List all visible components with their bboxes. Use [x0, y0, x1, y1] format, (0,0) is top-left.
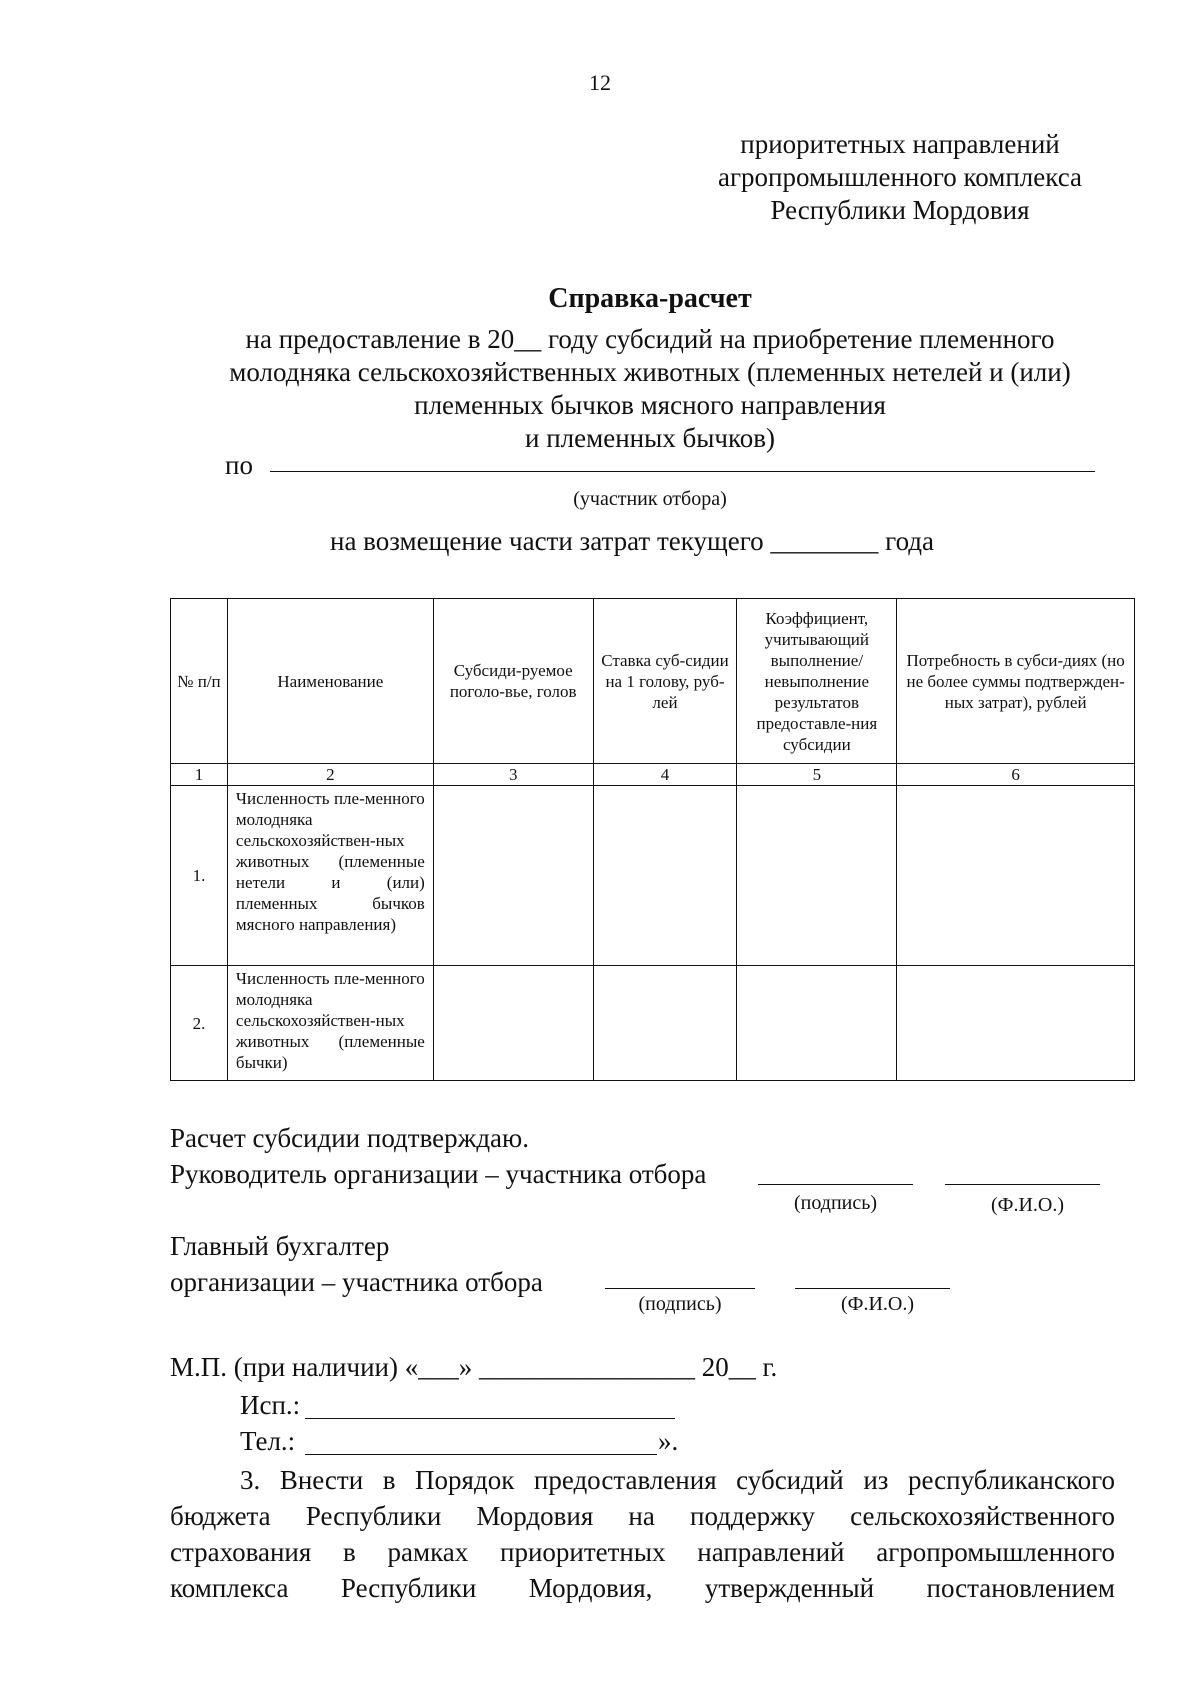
- column-number: 2: [227, 764, 433, 786]
- header-cell-rate: Ставка суб-сидии на 1 голову, руб-лей: [593, 599, 737, 764]
- column-number: 5: [737, 764, 897, 786]
- tel-underline: [305, 1454, 657, 1455]
- subtitle-line: племенных бычков мясного направления: [414, 390, 886, 420]
- stamp-mid: »: [458, 1352, 479, 1382]
- header-block: [640, 128, 1160, 227]
- head-signature-underline: [758, 1184, 913, 1185]
- table-header-row: [171, 599, 1135, 764]
- chief-signature-label: организации – участника отбора: [170, 1267, 543, 1297]
- confirm-block: [170, 1120, 706, 1192]
- compensation-line: [330, 526, 934, 557]
- empty-cell: [737, 786, 897, 966]
- page-number: 12: [589, 70, 611, 95]
- stamp-suffix: г.: [755, 1352, 778, 1382]
- row-number: 1.: [171, 786, 228, 966]
- compensation-year-blank: ________: [770, 526, 879, 556]
- header-line: Республики Мордовия: [770, 195, 1030, 225]
- empty-cell: [593, 786, 737, 966]
- compensation-prefix: на возмещение части затрат текущего: [330, 526, 764, 556]
- stamp-year-prefix: 20: [694, 1352, 729, 1382]
- stamp-prefix: М.П. (при наличии) «: [170, 1352, 419, 1382]
- chief-accountant-block: [170, 1228, 543, 1300]
- header-cell-name: Наименование: [227, 599, 433, 764]
- column-number-row: [171, 764, 1135, 786]
- empty-cell: [433, 966, 593, 1081]
- column-number: 3: [433, 764, 593, 786]
- paragraph-3: 3. Внести в Порядок предоставления субсидий из республиканского бюджета Республики Мордовия на поддержку сельскохозяйственного страхования в рамках приоритетных направлений агропромышленного комплекса Республики Мордовия, утвержденный постановлением: [170, 1465, 1115, 1603]
- subtitle-line: на предоставление в 20__ году субсидий на приобретение племенного: [245, 324, 1055, 354]
- document-title: Справка-расчет: [548, 283, 752, 314]
- empty-cell: [593, 966, 737, 1081]
- tel-label: Тел.:: [240, 1426, 296, 1456]
- subtitle-line: молодняка сельскохозяйственных животных (племенных нетелей и (или): [229, 357, 1071, 387]
- isp-underline: [305, 1418, 675, 1419]
- calculation-table: [170, 598, 1135, 1081]
- stamp-date-line: [170, 1352, 777, 1383]
- empty-cell: [737, 966, 897, 1081]
- chief-fio-underline: [795, 1288, 950, 1289]
- po-label: по: [225, 450, 253, 480]
- participant-caption: (участник отбора): [573, 488, 727, 510]
- stamp-day-blank: ___: [418, 1352, 459, 1382]
- row-name: Численность пле-менного молодняка сельскохозяйствен-ных животных (племенные нетели и (или) племенных бычков мясного направления): [227, 786, 433, 966]
- stamp-year-blank: __: [728, 1352, 756, 1382]
- document-subtitle: [190, 323, 1110, 455]
- tel-end: ».: [658, 1426, 679, 1456]
- empty-cell: [433, 786, 593, 966]
- compensation-suffix: года: [885, 526, 935, 556]
- header-cell-livestock: Субсиди-руемое поголо-вье, голов: [433, 599, 593, 764]
- head-signature-caption: (подпись): [793, 1192, 878, 1214]
- confirm-line: Расчет субсидии подтверждаю.: [170, 1123, 529, 1153]
- chief-signature-caption: (подпись): [638, 1293, 722, 1315]
- subtitle-line: и племенных бычков): [525, 423, 775, 453]
- header-line: приоритетных направлений: [740, 129, 1060, 159]
- stamp-month-blank: ________________: [478, 1352, 695, 1382]
- head-signature-label: Руководитель организации – участника отбора: [170, 1159, 707, 1189]
- column-number: 6: [897, 764, 1135, 786]
- header-cell-number: № п/п: [171, 599, 228, 764]
- table-row: [171, 966, 1135, 1081]
- column-number: 4: [593, 764, 737, 786]
- row-name: Численность пле-менного молодняка сельскохозяйствен-ных животных (племенные бычки): [227, 966, 433, 1081]
- row-number: 2.: [171, 966, 228, 1081]
- chief-signature-underline: [605, 1288, 755, 1289]
- chief-fio-caption: (Ф.И.О.): [840, 1293, 914, 1315]
- chief-line: Главный бухгалтер: [170, 1231, 390, 1261]
- empty-cell: [897, 786, 1135, 966]
- header-cell-coefficient: Коэффициент, учитывающий выполнение/ невыполнение результатов предоставле-ния субсидии: [737, 599, 897, 764]
- empty-cell: [897, 966, 1135, 1081]
- participant-underline: [270, 471, 1095, 472]
- head-fio-caption: (Ф.И.О.): [990, 1194, 1064, 1216]
- header-cell-need: Потребность в субси-диях (но не более суммы подтвержден-ных затрат), рублей: [897, 599, 1135, 764]
- column-number: 1: [171, 764, 228, 786]
- isp-label: Исп.:: [240, 1390, 301, 1420]
- table-row: [171, 786, 1135, 966]
- head-fio-underline: [945, 1184, 1100, 1185]
- header-line: агропромышленного комплекса: [718, 162, 1082, 192]
